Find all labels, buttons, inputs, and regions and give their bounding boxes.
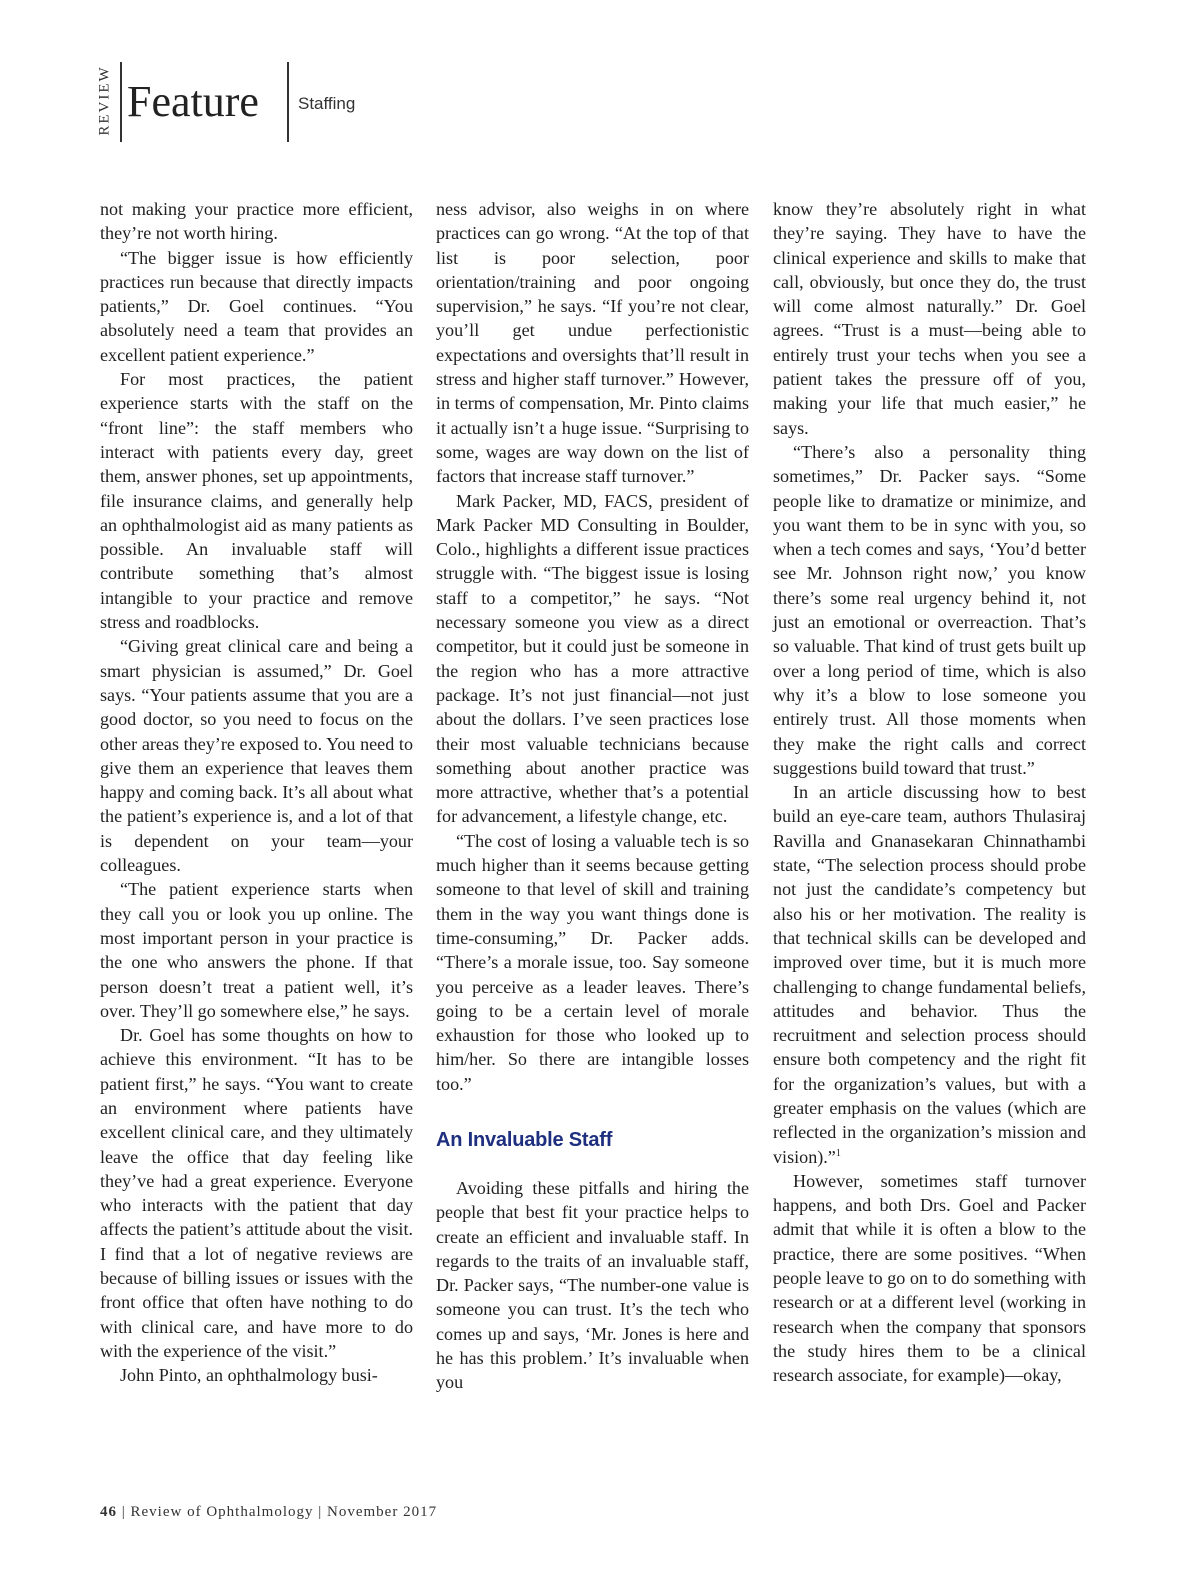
paragraph <box>773 780 1086 1169</box>
paragraph: “There’s also a personality thing sometimes,” Dr. Packer says. “Some people like to dramatize or minimize, and you want them to be in sync with you, so when a tech comes and says, ‘You’d better see Mr. Johnson right now,’ you know there’s some real urgency behind it, not just an emotional or overreaction. That’s so valuable. That kind of trust gets built up over a long period of time, which is also why it’s a blow to lose someone you entirely trust. All those moments when they make the right calls and correct suggestions build toward that trust.” <box>773 441 1086 778</box>
publication-name: Review of Ophthalmology <box>130 1504 314 1520</box>
article-column-3 <box>773 197 1086 1388</box>
page-footer <box>100 1504 437 1521</box>
section-subheading: An Invaluable Staff <box>436 1128 613 1151</box>
paragraph: For most practices, the patient experience starts with the staff on the “front line”: the staff members who interact with patients every day, greet them, answer phones, set up appointments, file insurance claims, and generally help an ophthalmologist aid as many patients as possible. An invaluable staff will contribute something that’s almost intangible to your practice and remove stress and roadblocks. <box>100 369 413 633</box>
magazine-tag <box>94 60 116 140</box>
header-divider-left <box>120 62 122 142</box>
reference-marker[interactable]: 1 <box>835 1147 841 1159</box>
footer-separator: | <box>121 1504 131 1520</box>
paragraph: “The cost of losing a valuable tech is so much higher than it seems because getting someone to that level of skill and training them in the way you want things done is time-consuming,” Dr. Packer adds. “There’s a morale issue, too. Say someone you perceive as a leader leaves. There’s going to be a certain level of morale exhaustion for those who looked up to him/her. So there are intangible losses too.” <box>436 830 749 1094</box>
article-column-1 <box>100 197 413 1388</box>
quote-text: In an article discussing how to best build an eye-care team, authors Thulasiraj Ravilla and Gnanasekaran Chinnathambi state, “The selection process should probe not just the candidate’s competency but also his or her motivation. The reality is that technical skills can be developed and improved over time, but it is much more challenging to change fundamental beliefs, attitudes and behavior. Thus the recruitment and selection process should ensure both competency and the right fit for the organization’s values, but with a greater emphasis on the values (which are reflected in the organization’s mission and vision).” <box>773 782 1086 1167</box>
paragraph: However, sometimes staff turnover happens, and both Drs. Goel and Packer admit that while it is often a blow to the practice, there are some positives. “When people leave to go on to do something with research or at a different level (working in research when the company that sponsors the study hires them to be a clinical research associate, for example)—okay, <box>773 1170 1086 1386</box>
paragraph: Avoiding these pitfalls and hiring the people that best fit your practice helps to create an efficient and invaluable staff. In regards to the traits of an invaluable staff, Dr. Packer says, “The number-one value is someone you can trust. It’s the tech who comes up and says, ‘Mr. Jones is here and he has this problem.’ It’s invaluable when you <box>436 1177 749 1393</box>
issue-date: November 2017 <box>327 1504 438 1520</box>
department-title: Feature <box>127 77 259 126</box>
paragraph: Mark Packer, MD, FACS, president of Mark Packer MD Consulting in Boulder, Colo., highlights a different issue practices struggle with. “The biggest issue is losing staff to a competitor,” he says. “Not necessary someone you view as a direct competitor, but it could just be someone in the region who has a more attractive package. It’s not just financial—not just about the dollars. I’ve seen practices lose their most valuable technicians because something about another practice was more attractive, whether that’s a potential for advancement, a lifestyle change, etc. <box>436 490 749 827</box>
paragraph: “The bigger issue is how efficiently practices run because that directly impacts patients,” Dr. Goel continues. “You absolutely need a team that provides an excellent patient experience.” <box>100 247 413 365</box>
paragraph: “Giving great clinical care and being a smart physician is assumed,” Dr. Goel says. “Your patients assume that you are a good doctor, so you need to focus on the other areas they’re exposed to. You need to give them an experience that leaves them happy and coming back. It’s all about what the patient’s experience is, and a lot of that is dependent on your team—your colleagues. <box>100 636 413 876</box>
header-divider-right <box>287 62 289 142</box>
footer-separator: | <box>318 1504 328 1520</box>
section-label: Staffing <box>298 94 356 113</box>
article-column-2 <box>436 197 749 1395</box>
paragraph: know they’re absolutely right in what they’re saying. They have to have the clinical experience and skills to make that call, obviously, but once they do, the trust will come almost naturally.” Dr. Goel agrees. “Trust is a must—being able to entirely trust your techs when you see a patient takes the pressure off of you, making your life that much easier,” he says. <box>773 199 1086 438</box>
paragraph: “The patient experience starts when they call you or look you up online. The most important person in your practice is the one who answers the phone. If that person doesn’t treat a patient well, it’s over. They’ll go somewhere else,” he says. <box>100 879 413 1021</box>
paragraph: ness advisor, also weighs in on where practices can go wrong. “At the top of that list is poor selection, poor orientation/training and poor ongoing supervision,” he says. “If you’re not clear, you’ll get undue perfectionistic expectations and oversights that’ll result in stress and higher staff turnover.” However, in terms of compensation, Mr. Pinto claims it actually isn’t a huge issue. “Surprising to some, wages are way down on the list of factors that increase staff turnover.” <box>436 199 749 487</box>
page-number: 46 <box>100 1504 117 1520</box>
paragraph: Dr. Goel has some thoughts on how to achieve this environment. “It has to be patient first,” he says. “You want to create an environment where patients have excellent clinical care, and they ultimately leave the office that day feeling like they’ve had a great experience. Everyone who interacts with the patient that day affects the patient’s attitude about the visit. I find that a lot of negative reviews are because of billing issues or issues with the front office that often have nothing to do with clinical care, and have more to do with the experience of the visit.” <box>100 1025 413 1361</box>
paragraph: not making your practice more efficient, they’re not worth hiring. <box>100 199 413 244</box>
paragraph: John Pinto, an ophthalmology busi- <box>120 1365 378 1386</box>
magazine-tag-text: REVIEW <box>96 64 113 136</box>
